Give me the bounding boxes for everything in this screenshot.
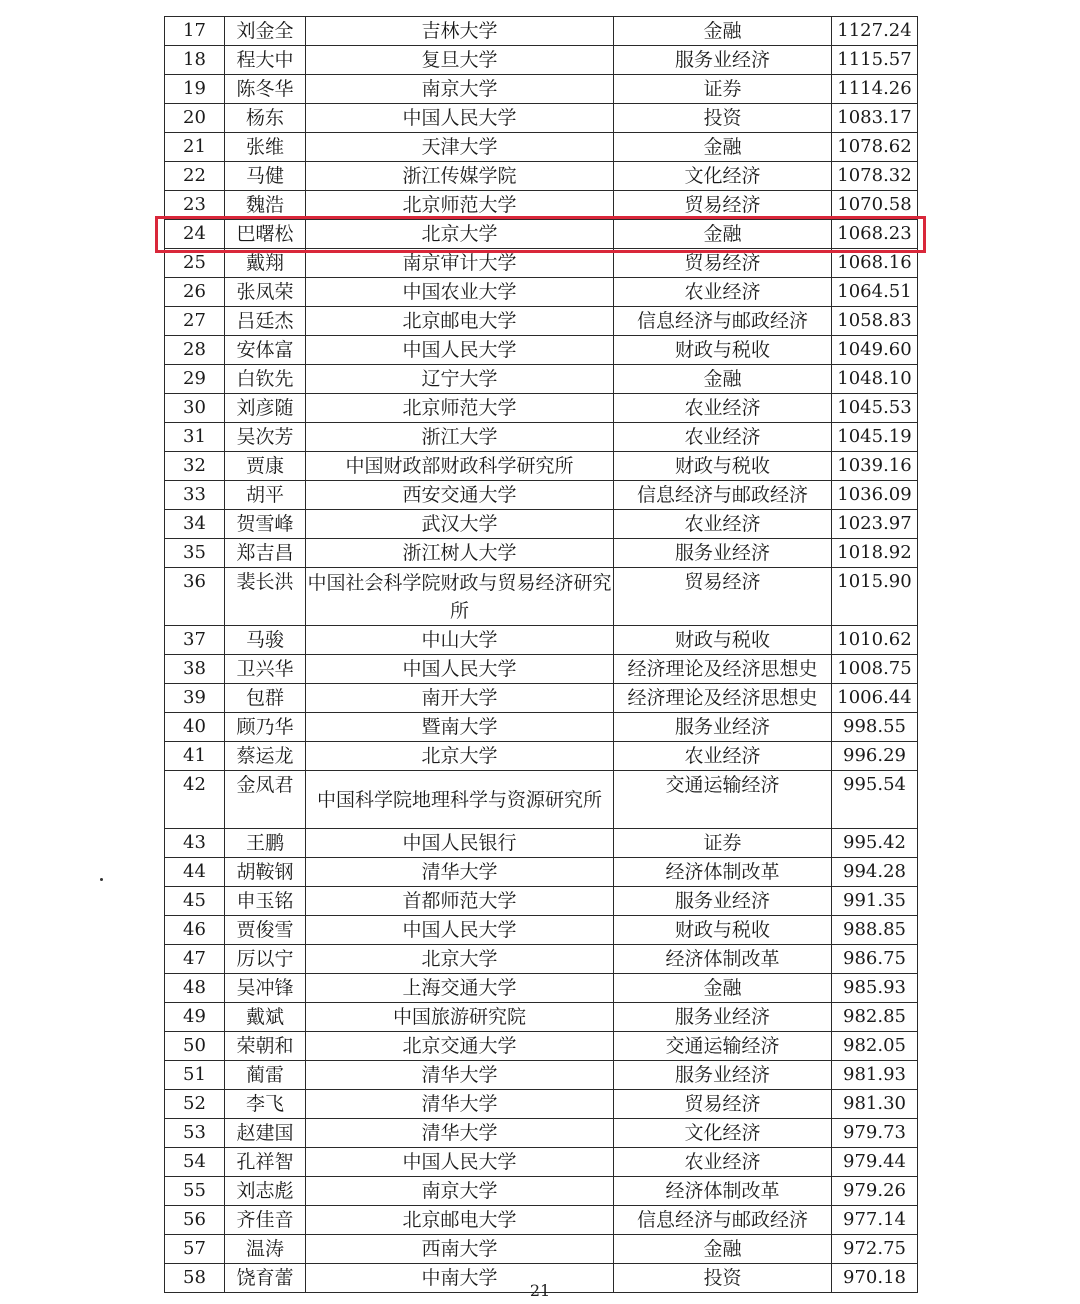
field-cell: 经济理论及经济思想史 (614, 684, 832, 713)
institution-cell: 复旦大学 (306, 46, 614, 75)
institution-cell: 上海交通大学 (306, 974, 614, 1003)
score-cell: 1070.58 (832, 191, 918, 220)
score-cell: 1064.51 (832, 278, 918, 307)
field-cell: 农业经济 (614, 1148, 832, 1177)
score-cell: 1114.26 (832, 75, 918, 104)
rank-cell: 46 (165, 916, 225, 945)
institution-cell: 南京大学 (306, 75, 614, 104)
institution-cell: 北京大学 (306, 742, 614, 771)
score-cell: 979.73 (832, 1119, 918, 1148)
ranking-table (164, 16, 918, 1293)
score-cell: 982.05 (832, 1032, 918, 1061)
table-row (165, 887, 918, 916)
institution-cell: 浙江树人大学 (306, 539, 614, 568)
table-row (165, 1032, 918, 1061)
institution-cell: 中国社会科学院财政与贸易经济研究所 (306, 568, 614, 626)
score-cell: 1083.17 (832, 104, 918, 133)
score-cell: 998.55 (832, 713, 918, 742)
name-cell: 张维 (225, 133, 306, 162)
score-cell: 1045.19 (832, 423, 918, 452)
name-cell: 温涛 (225, 1235, 306, 1264)
name-cell: 胡平 (225, 481, 306, 510)
table-row (165, 307, 918, 336)
institution-cell: 北京邮电大学 (306, 1206, 614, 1235)
institution-cell: 中国人民大学 (306, 104, 614, 133)
field-cell: 农业经济 (614, 278, 832, 307)
institution-cell: 吉林大学 (306, 17, 614, 46)
institution-cell: 中国人民大学 (306, 655, 614, 684)
score-cell: 1127.24 (832, 17, 918, 46)
institution-cell: 北京师范大学 (306, 191, 614, 220)
rank-cell: 26 (165, 278, 225, 307)
name-cell: 吕廷杰 (225, 307, 306, 336)
rank-cell: 55 (165, 1177, 225, 1206)
field-cell: 金融 (614, 974, 832, 1003)
field-cell: 交通运输经济 (614, 1032, 832, 1061)
score-cell: 979.44 (832, 1148, 918, 1177)
table-row (165, 1119, 918, 1148)
field-cell: 投资 (614, 104, 832, 133)
score-cell: 985.93 (832, 974, 918, 1003)
rank-cell: 39 (165, 684, 225, 713)
table-row (165, 1003, 918, 1032)
rank-cell: 56 (165, 1206, 225, 1235)
rank-cell: 28 (165, 336, 225, 365)
name-cell: 程大中 (225, 46, 306, 75)
institution-cell: 中南大学 (306, 1264, 614, 1293)
table-row (165, 220, 918, 249)
score-cell: 988.85 (832, 916, 918, 945)
table-row (165, 945, 918, 974)
score-cell: 1078.32 (832, 162, 918, 191)
table-row (165, 278, 918, 307)
institution-cell: 天津大学 (306, 133, 614, 162)
score-cell: 1068.23 (832, 220, 918, 249)
institution-cell: 南京大学 (306, 1177, 614, 1206)
institution-cell: 西安交通大学 (306, 481, 614, 510)
institution-cell: 浙江大学 (306, 423, 614, 452)
field-cell: 经济体制改革 (614, 858, 832, 887)
score-cell: 1039.16 (832, 452, 918, 481)
field-cell: 贸易经济 (614, 249, 832, 278)
name-cell: 贾康 (225, 452, 306, 481)
name-cell: 荣朝和 (225, 1032, 306, 1061)
field-cell: 服务业经济 (614, 1061, 832, 1090)
name-cell: 包群 (225, 684, 306, 713)
table-row (165, 162, 918, 191)
score-cell: 970.18 (832, 1264, 918, 1293)
table-row (165, 539, 918, 568)
table-row (165, 46, 918, 75)
field-cell: 农业经济 (614, 394, 832, 423)
field-cell: 农业经济 (614, 510, 832, 539)
score-cell: 982.85 (832, 1003, 918, 1032)
name-cell: 巴曙松 (225, 220, 306, 249)
field-cell: 服务业经济 (614, 46, 832, 75)
field-cell: 经济体制改革 (614, 1177, 832, 1206)
score-cell: 1058.83 (832, 307, 918, 336)
name-cell: 安体富 (225, 336, 306, 365)
institution-cell: 中国人民大学 (306, 1148, 614, 1177)
field-cell: 文化经济 (614, 162, 832, 191)
name-cell: 王鹏 (225, 829, 306, 858)
table-row (165, 17, 918, 46)
table-row (165, 481, 918, 510)
score-cell: 972.75 (832, 1235, 918, 1264)
rank-cell: 29 (165, 365, 225, 394)
table-row (165, 510, 918, 539)
rank-cell: 38 (165, 655, 225, 684)
score-cell: 977.14 (832, 1206, 918, 1235)
table-row (165, 249, 918, 278)
field-cell: 贸易经济 (614, 568, 832, 626)
rank-cell: 24 (165, 220, 225, 249)
rank-cell: 45 (165, 887, 225, 916)
rank-cell: 20 (165, 104, 225, 133)
name-cell: 刘彦随 (225, 394, 306, 423)
institution-cell: 北京邮电大学 (306, 307, 614, 336)
institution-cell: 暨南大学 (306, 713, 614, 742)
table-row (165, 684, 918, 713)
score-cell: 1023.97 (832, 510, 918, 539)
field-cell: 证券 (614, 75, 832, 104)
field-cell: 交通运输经济 (614, 771, 832, 829)
field-cell: 证券 (614, 829, 832, 858)
table-row (165, 771, 918, 829)
field-cell: 金融 (614, 133, 832, 162)
rank-cell: 44 (165, 858, 225, 887)
field-cell: 农业经济 (614, 742, 832, 771)
table-row (165, 858, 918, 887)
name-cell: 孔祥智 (225, 1148, 306, 1177)
name-cell: 魏浩 (225, 191, 306, 220)
institution-cell: 首都师范大学 (306, 887, 614, 916)
field-cell: 经济体制改革 (614, 945, 832, 974)
name-cell: 申玉铭 (225, 887, 306, 916)
score-cell: 1049.60 (832, 336, 918, 365)
stray-dot (100, 878, 103, 881)
institution-cell: 西南大学 (306, 1235, 614, 1264)
score-cell: 1048.10 (832, 365, 918, 394)
field-cell: 财政与税收 (614, 626, 832, 655)
score-cell: 995.42 (832, 829, 918, 858)
institution-cell: 中山大学 (306, 626, 614, 655)
table-row (165, 133, 918, 162)
table-row (165, 394, 918, 423)
institution-cell: 北京交通大学 (306, 1032, 614, 1061)
rank-cell: 34 (165, 510, 225, 539)
field-cell: 金融 (614, 365, 832, 394)
name-cell: 齐佳音 (225, 1206, 306, 1235)
score-cell: 981.30 (832, 1090, 918, 1119)
field-cell: 金融 (614, 17, 832, 46)
rank-cell: 21 (165, 133, 225, 162)
score-cell: 1015.90 (832, 568, 918, 626)
rank-cell: 37 (165, 626, 225, 655)
name-cell: 戴斌 (225, 1003, 306, 1032)
field-cell: 文化经济 (614, 1119, 832, 1148)
table-row (165, 1206, 918, 1235)
field-cell: 服务业经济 (614, 887, 832, 916)
rank-cell: 17 (165, 17, 225, 46)
table-row (165, 1090, 918, 1119)
table-row (165, 916, 918, 945)
table-row (165, 742, 918, 771)
institution-cell: 中国农业大学 (306, 278, 614, 307)
field-cell: 金融 (614, 220, 832, 249)
name-cell: 李飞 (225, 1090, 306, 1119)
rank-cell: 50 (165, 1032, 225, 1061)
field-cell: 信息经济与邮政经济 (614, 1206, 832, 1235)
rank-cell: 23 (165, 191, 225, 220)
score-cell: 991.35 (832, 887, 918, 916)
rank-cell: 58 (165, 1264, 225, 1293)
rank-cell: 54 (165, 1148, 225, 1177)
field-cell: 农业经济 (614, 423, 832, 452)
rank-cell: 27 (165, 307, 225, 336)
table-row (165, 713, 918, 742)
name-cell: 郑吉昌 (225, 539, 306, 568)
institution-cell: 北京大学 (306, 220, 614, 249)
name-cell: 厉以宁 (225, 945, 306, 974)
score-cell: 994.28 (832, 858, 918, 887)
field-cell: 信息经济与邮政经济 (614, 307, 832, 336)
name-cell: 蔺雷 (225, 1061, 306, 1090)
name-cell: 饶育蕾 (225, 1264, 306, 1293)
name-cell: 马健 (225, 162, 306, 191)
rank-cell: 51 (165, 1061, 225, 1090)
name-cell: 金凤君 (225, 771, 306, 829)
institution-cell: 中国人民大学 (306, 336, 614, 365)
table-row (165, 974, 918, 1003)
name-cell: 陈冬华 (225, 75, 306, 104)
field-cell: 贸易经济 (614, 191, 832, 220)
table-row (165, 1177, 918, 1206)
institution-cell: 中国科学院地理科学与资源研究所 (306, 771, 614, 829)
institution-cell: 辽宁大学 (306, 365, 614, 394)
institution-cell: 北京师范大学 (306, 394, 614, 423)
name-cell: 杨东 (225, 104, 306, 133)
rank-cell: 57 (165, 1235, 225, 1264)
field-cell: 经济理论及经济思想史 (614, 655, 832, 684)
rank-cell: 25 (165, 249, 225, 278)
name-cell: 顾乃华 (225, 713, 306, 742)
rank-cell: 33 (165, 481, 225, 510)
table-row (165, 829, 918, 858)
institution-cell: 清华大学 (306, 1119, 614, 1148)
score-cell: 1045.53 (832, 394, 918, 423)
table-row (165, 191, 918, 220)
field-cell: 投资 (614, 1264, 832, 1293)
score-cell: 1006.44 (832, 684, 918, 713)
score-cell: 1115.57 (832, 46, 918, 75)
name-cell: 吴次芳 (225, 423, 306, 452)
table-row (165, 1235, 918, 1264)
table-row (165, 1148, 918, 1177)
name-cell: 卫兴华 (225, 655, 306, 684)
table-row (165, 104, 918, 133)
name-cell: 马骏 (225, 626, 306, 655)
rank-cell: 53 (165, 1119, 225, 1148)
table-row (165, 626, 918, 655)
score-cell: 995.54 (832, 771, 918, 829)
rank-cell: 42 (165, 771, 225, 829)
table-row (165, 452, 918, 481)
name-cell: 贾俊雪 (225, 916, 306, 945)
rank-cell: 31 (165, 423, 225, 452)
name-cell: 戴翔 (225, 249, 306, 278)
name-cell: 吴冲锋 (225, 974, 306, 1003)
rank-cell: 22 (165, 162, 225, 191)
table-row (165, 336, 918, 365)
institution-cell: 浙江传媒学院 (306, 162, 614, 191)
field-cell: 财政与税收 (614, 916, 832, 945)
field-cell: 服务业经济 (614, 1003, 832, 1032)
score-cell: 1010.62 (832, 626, 918, 655)
institution-cell: 清华大学 (306, 1090, 614, 1119)
rank-cell: 52 (165, 1090, 225, 1119)
institution-cell: 中国财政部财政科学研究所 (306, 452, 614, 481)
rank-cell: 36 (165, 568, 225, 626)
rank-cell: 43 (165, 829, 225, 858)
score-cell: 986.75 (832, 945, 918, 974)
rank-cell: 40 (165, 713, 225, 742)
rank-cell: 48 (165, 974, 225, 1003)
score-cell: 1078.62 (832, 133, 918, 162)
institution-cell: 中国人民大学 (306, 916, 614, 945)
rank-cell: 19 (165, 75, 225, 104)
name-cell: 张凤荣 (225, 278, 306, 307)
score-cell: 1068.16 (832, 249, 918, 278)
rank-cell: 18 (165, 46, 225, 75)
score-cell: 1008.75 (832, 655, 918, 684)
institution-cell: 南开大学 (306, 684, 614, 713)
rank-cell: 47 (165, 945, 225, 974)
field-cell: 财政与税收 (614, 336, 832, 365)
table-row (165, 655, 918, 684)
table-row (165, 75, 918, 104)
rank-cell: 41 (165, 742, 225, 771)
institution-cell: 南京审计大学 (306, 249, 614, 278)
table-row (165, 1061, 918, 1090)
score-cell: 996.29 (832, 742, 918, 771)
score-cell: 979.26 (832, 1177, 918, 1206)
rank-cell: 49 (165, 1003, 225, 1032)
ranking-table-body (165, 17, 918, 1293)
field-cell: 服务业经济 (614, 539, 832, 568)
table-row (165, 423, 918, 452)
institution-cell: 武汉大学 (306, 510, 614, 539)
field-cell: 贸易经济 (614, 1090, 832, 1119)
score-cell: 981.93 (832, 1061, 918, 1090)
rank-cell: 32 (165, 452, 225, 481)
name-cell: 贺雪峰 (225, 510, 306, 539)
table-row (165, 568, 918, 626)
score-cell: 1018.92 (832, 539, 918, 568)
field-cell: 信息经济与邮政经济 (614, 481, 832, 510)
name-cell: 裴长洪 (225, 568, 306, 626)
institution-cell: 清华大学 (306, 1061, 614, 1090)
field-cell: 财政与税收 (614, 452, 832, 481)
field-cell: 金融 (614, 1235, 832, 1264)
institution-cell: 中国旅游研究院 (306, 1003, 614, 1032)
institution-cell: 清华大学 (306, 858, 614, 887)
score-cell: 1036.09 (832, 481, 918, 510)
name-cell: 刘金全 (225, 17, 306, 46)
name-cell: 赵建国 (225, 1119, 306, 1148)
rank-cell: 35 (165, 539, 225, 568)
institution-cell: 中国人民银行 (306, 829, 614, 858)
table-row (165, 365, 918, 394)
institution-cell: 北京大学 (306, 945, 614, 974)
name-cell: 白钦先 (225, 365, 306, 394)
field-cell: 服务业经济 (614, 713, 832, 742)
name-cell: 胡鞍钢 (225, 858, 306, 887)
page-number: 21 (529, 1281, 551, 1300)
rank-cell: 30 (165, 394, 225, 423)
name-cell: 蔡运龙 (225, 742, 306, 771)
name-cell: 刘志彪 (225, 1177, 306, 1206)
